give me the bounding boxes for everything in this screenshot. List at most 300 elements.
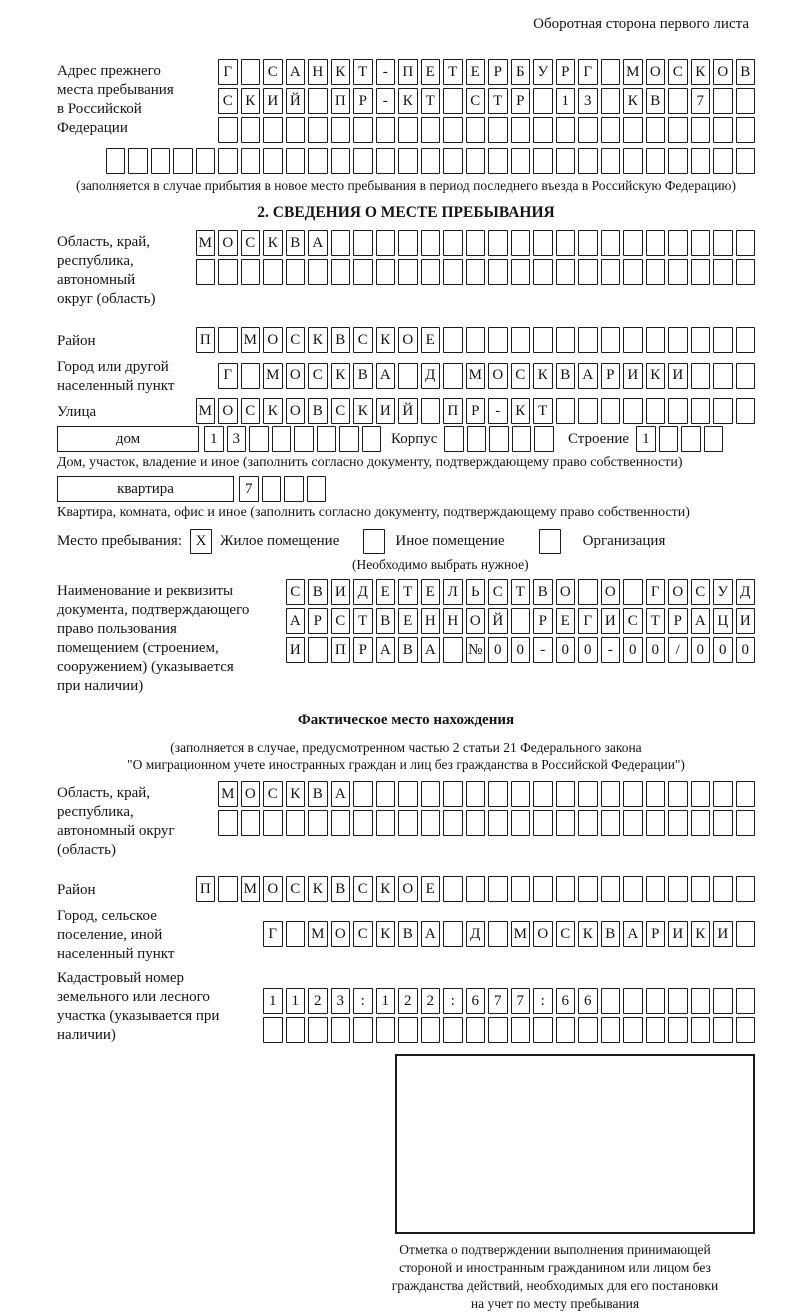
- char-cell[interactable]: [668, 327, 688, 353]
- char-cell[interactable]: [218, 259, 238, 285]
- char-cell[interactable]: С: [286, 579, 306, 605]
- char-cell[interactable]: С: [353, 876, 373, 902]
- char-cell[interactable]: [578, 259, 598, 285]
- char-cell[interactable]: :: [443, 988, 463, 1014]
- char-cell[interactable]: К: [533, 363, 553, 389]
- stay-option-organization-checkbox[interactable]: [539, 529, 561, 554]
- char-cell[interactable]: [691, 1017, 711, 1043]
- char-cell[interactable]: К: [376, 327, 396, 353]
- char-cell[interactable]: Д: [466, 921, 486, 947]
- char-cell[interactable]: [539, 529, 561, 554]
- char-cell[interactable]: Т: [533, 398, 553, 424]
- char-cell[interactable]: [398, 1017, 418, 1043]
- char-cell[interactable]: [691, 259, 711, 285]
- char-cell[interactable]: [691, 398, 711, 424]
- char-cell[interactable]: [398, 230, 418, 256]
- char-cell[interactable]: [308, 117, 328, 143]
- char-cell[interactable]: [668, 148, 688, 174]
- char-cell[interactable]: [488, 230, 508, 256]
- char-cell[interactable]: [713, 988, 733, 1014]
- char-cell[interactable]: 7: [488, 988, 508, 1014]
- char-cell[interactable]: [556, 781, 576, 807]
- char-cell[interactable]: Р: [646, 921, 666, 947]
- char-cell[interactable]: С: [286, 876, 306, 902]
- char-cell[interactable]: С: [331, 398, 351, 424]
- char-cell[interactable]: [736, 363, 756, 389]
- char-cell[interactable]: И: [263, 88, 283, 114]
- char-cell[interactable]: [466, 810, 486, 836]
- char-cell[interactable]: [444, 426, 464, 452]
- char-cell[interactable]: 2: [398, 988, 418, 1014]
- char-cell[interactable]: [263, 1017, 283, 1043]
- char-cell[interactable]: :: [533, 988, 553, 1014]
- char-cell[interactable]: [466, 117, 486, 143]
- char-cell[interactable]: С: [241, 230, 261, 256]
- char-cell[interactable]: [241, 810, 261, 836]
- char-cell[interactable]: [578, 579, 598, 605]
- char-cell[interactable]: О: [263, 327, 283, 353]
- char-cell[interactable]: [353, 810, 373, 836]
- char-cell[interactable]: К: [286, 781, 306, 807]
- char-cell[interactable]: [421, 259, 441, 285]
- char-cell[interactable]: [578, 398, 598, 424]
- char-cell[interactable]: Ь: [466, 579, 486, 605]
- char-cell[interactable]: И: [376, 398, 396, 424]
- char-cell[interactable]: [533, 148, 553, 174]
- char-cell[interactable]: [331, 230, 351, 256]
- char-cell[interactable]: О: [466, 608, 486, 634]
- char-cell[interactable]: [263, 810, 283, 836]
- char-cell[interactable]: [376, 781, 396, 807]
- char-cell[interactable]: К: [691, 59, 711, 85]
- char-cell[interactable]: М: [308, 921, 328, 947]
- char-cell[interactable]: Е: [421, 327, 441, 353]
- char-cell[interactable]: [466, 876, 486, 902]
- char-cell[interactable]: [533, 230, 553, 256]
- char-cell[interactable]: [736, 88, 756, 114]
- char-cell[interactable]: [668, 117, 688, 143]
- apartment-type-box[interactable]: квартира: [57, 476, 234, 502]
- char-cell[interactable]: Е: [466, 59, 486, 85]
- char-cell[interactable]: [668, 230, 688, 256]
- char-cell[interactable]: С: [556, 921, 576, 947]
- char-cell[interactable]: 7: [511, 988, 531, 1014]
- char-cell[interactable]: Р: [601, 363, 621, 389]
- char-cell[interactable]: [511, 608, 531, 634]
- char-cell[interactable]: К: [331, 363, 351, 389]
- char-cell[interactable]: [173, 148, 193, 174]
- char-cell[interactable]: 3: [227, 426, 247, 452]
- char-cell[interactable]: Т: [353, 59, 373, 85]
- char-cell[interactable]: [736, 398, 756, 424]
- char-cell[interactable]: Г: [578, 59, 598, 85]
- char-cell[interactable]: Т: [443, 59, 463, 85]
- char-cell[interactable]: К: [376, 876, 396, 902]
- char-cell[interactable]: -: [601, 637, 621, 663]
- char-cell[interactable]: [691, 117, 711, 143]
- char-cell[interactable]: [691, 810, 711, 836]
- char-cell[interactable]: А: [376, 637, 396, 663]
- char-cell[interactable]: Д: [421, 363, 441, 389]
- char-cell[interactable]: А: [623, 921, 643, 947]
- char-cell[interactable]: В: [601, 921, 621, 947]
- char-cell[interactable]: [601, 398, 621, 424]
- char-cell[interactable]: [511, 876, 531, 902]
- char-cell[interactable]: [646, 810, 666, 836]
- char-cell[interactable]: В: [331, 876, 351, 902]
- char-cell[interactable]: Е: [421, 876, 441, 902]
- char-cell[interactable]: В: [353, 363, 373, 389]
- char-cell[interactable]: С: [466, 88, 486, 114]
- char-cell[interactable]: [353, 1017, 373, 1043]
- char-cell[interactable]: 1: [556, 88, 576, 114]
- char-cell[interactable]: [339, 426, 359, 452]
- char-cell[interactable]: М: [218, 781, 238, 807]
- char-cell[interactable]: [443, 876, 463, 902]
- char-cell[interactable]: О: [218, 230, 238, 256]
- char-cell[interactable]: [623, 230, 643, 256]
- char-cell[interactable]: Г: [218, 363, 238, 389]
- char-cell[interactable]: [736, 988, 756, 1014]
- char-cell[interactable]: 1: [376, 988, 396, 1014]
- char-cell[interactable]: Н: [443, 608, 463, 634]
- char-cell[interactable]: 1: [263, 988, 283, 1014]
- char-cell[interactable]: [646, 259, 666, 285]
- char-cell[interactable]: М: [511, 921, 531, 947]
- char-cell[interactable]: [241, 363, 261, 389]
- char-cell[interactable]: X: [190, 529, 212, 554]
- char-cell[interactable]: [736, 810, 756, 836]
- char-cell[interactable]: №: [466, 637, 486, 663]
- char-cell[interactable]: [218, 327, 238, 353]
- char-cell[interactable]: [668, 781, 688, 807]
- char-cell[interactable]: 6: [578, 988, 598, 1014]
- char-cell[interactable]: [196, 148, 216, 174]
- char-cell[interactable]: К: [331, 59, 351, 85]
- char-cell[interactable]: С: [263, 781, 283, 807]
- char-cell[interactable]: [556, 259, 576, 285]
- char-cell[interactable]: И: [623, 363, 643, 389]
- char-cell[interactable]: О: [668, 579, 688, 605]
- char-cell[interactable]: И: [668, 363, 688, 389]
- char-cell[interactable]: Й: [286, 88, 306, 114]
- char-cell[interactable]: [646, 327, 666, 353]
- char-cell[interactable]: [466, 781, 486, 807]
- char-cell[interactable]: [646, 781, 666, 807]
- char-cell[interactable]: [556, 148, 576, 174]
- char-cell[interactable]: С: [623, 608, 643, 634]
- char-cell[interactable]: [511, 781, 531, 807]
- char-cell[interactable]: [353, 259, 373, 285]
- char-cell[interactable]: 0: [488, 637, 508, 663]
- char-cell[interactable]: [331, 259, 351, 285]
- char-cell[interactable]: В: [308, 781, 328, 807]
- char-cell[interactable]: -: [376, 59, 396, 85]
- char-cell[interactable]: Й: [398, 398, 418, 424]
- char-cell[interactable]: И: [331, 579, 351, 605]
- char-cell[interactable]: 1: [636, 426, 656, 452]
- char-cell[interactable]: [376, 1017, 396, 1043]
- char-cell[interactable]: [241, 259, 261, 285]
- char-cell[interactable]: [623, 781, 643, 807]
- char-cell[interactable]: [466, 259, 486, 285]
- char-cell[interactable]: /: [668, 637, 688, 663]
- char-cell[interactable]: [218, 148, 238, 174]
- char-cell[interactable]: [556, 327, 576, 353]
- char-cell[interactable]: [362, 426, 382, 452]
- char-cell[interactable]: [691, 781, 711, 807]
- char-cell[interactable]: О: [601, 579, 621, 605]
- char-cell[interactable]: Р: [353, 637, 373, 663]
- char-cell[interactable]: Д: [353, 579, 373, 605]
- char-cell[interactable]: [691, 230, 711, 256]
- char-cell[interactable]: 0: [713, 637, 733, 663]
- char-cell[interactable]: [578, 148, 598, 174]
- char-cell[interactable]: К: [263, 398, 283, 424]
- char-cell[interactable]: Р: [533, 608, 553, 634]
- char-cell[interactable]: [704, 426, 724, 452]
- char-cell[interactable]: [601, 781, 621, 807]
- char-cell[interactable]: [511, 148, 531, 174]
- char-cell[interactable]: [294, 426, 314, 452]
- char-cell[interactable]: В: [308, 398, 328, 424]
- char-cell[interactable]: Е: [421, 59, 441, 85]
- char-cell[interactable]: А: [331, 781, 351, 807]
- char-cell[interactable]: [623, 876, 643, 902]
- char-cell[interactable]: 3: [331, 988, 351, 1014]
- char-cell[interactable]: [511, 1017, 531, 1043]
- char-cell[interactable]: О: [398, 327, 418, 353]
- char-cell[interactable]: [241, 59, 261, 85]
- char-cell[interactable]: А: [308, 230, 328, 256]
- char-cell[interactable]: С: [691, 579, 711, 605]
- char-cell[interactable]: 6: [466, 988, 486, 1014]
- char-cell[interactable]: [286, 921, 306, 947]
- char-cell[interactable]: К: [376, 921, 396, 947]
- char-cell[interactable]: [421, 1017, 441, 1043]
- char-cell[interactable]: [713, 117, 733, 143]
- char-cell[interactable]: [713, 259, 733, 285]
- char-cell[interactable]: О: [488, 363, 508, 389]
- char-cell[interactable]: В: [398, 921, 418, 947]
- char-cell[interactable]: [578, 327, 598, 353]
- char-cell[interactable]: [646, 876, 666, 902]
- char-cell[interactable]: [512, 426, 532, 452]
- char-cell[interactable]: М: [241, 876, 261, 902]
- char-cell[interactable]: [736, 921, 756, 947]
- char-cell[interactable]: А: [421, 637, 441, 663]
- char-cell[interactable]: В: [398, 637, 418, 663]
- char-cell[interactable]: [241, 148, 261, 174]
- char-cell[interactable]: [353, 781, 373, 807]
- char-cell[interactable]: 2: [421, 988, 441, 1014]
- char-cell[interactable]: [533, 88, 553, 114]
- char-cell[interactable]: [443, 810, 463, 836]
- char-cell[interactable]: [307, 476, 327, 502]
- char-cell[interactable]: [578, 230, 598, 256]
- char-cell[interactable]: О: [218, 398, 238, 424]
- char-cell[interactable]: [601, 88, 621, 114]
- char-cell[interactable]: Р: [488, 59, 508, 85]
- char-cell[interactable]: [466, 230, 486, 256]
- char-cell[interactable]: А: [376, 363, 396, 389]
- char-cell[interactable]: [601, 327, 621, 353]
- char-cell[interactable]: [578, 781, 598, 807]
- char-cell[interactable]: [443, 363, 463, 389]
- char-cell[interactable]: М: [241, 327, 261, 353]
- char-cell[interactable]: [646, 1017, 666, 1043]
- char-cell[interactable]: 3: [578, 88, 598, 114]
- char-cell[interactable]: [262, 476, 282, 502]
- char-cell[interactable]: Т: [511, 579, 531, 605]
- char-cell[interactable]: О: [263, 876, 283, 902]
- char-cell[interactable]: С: [286, 327, 306, 353]
- char-cell[interactable]: [331, 148, 351, 174]
- char-cell[interactable]: Е: [556, 608, 576, 634]
- char-cell[interactable]: [331, 1017, 351, 1043]
- char-cell[interactable]: О: [241, 781, 261, 807]
- char-cell[interactable]: [659, 426, 679, 452]
- char-cell[interactable]: О: [398, 876, 418, 902]
- char-cell[interactable]: С: [488, 579, 508, 605]
- char-cell[interactable]: К: [308, 876, 328, 902]
- char-cell[interactable]: [533, 259, 553, 285]
- char-cell[interactable]: [443, 259, 463, 285]
- char-cell[interactable]: К: [308, 327, 328, 353]
- char-cell[interactable]: [331, 810, 351, 836]
- char-cell[interactable]: М: [196, 398, 216, 424]
- char-cell[interactable]: [713, 1017, 733, 1043]
- char-cell[interactable]: [488, 1017, 508, 1043]
- char-cell[interactable]: Г: [646, 579, 666, 605]
- char-cell[interactable]: [601, 810, 621, 836]
- char-cell[interactable]: Т: [421, 88, 441, 114]
- char-cell[interactable]: П: [398, 59, 418, 85]
- char-cell[interactable]: [533, 781, 553, 807]
- char-cell[interactable]: О: [713, 59, 733, 85]
- char-cell[interactable]: [488, 810, 508, 836]
- char-cell[interactable]: [249, 426, 269, 452]
- char-cell[interactable]: [443, 88, 463, 114]
- char-cell[interactable]: Р: [466, 398, 486, 424]
- char-cell[interactable]: [488, 259, 508, 285]
- stay-option-residential-checkbox[interactable]: [190, 529, 212, 554]
- char-cell[interactable]: [668, 88, 688, 114]
- char-cell[interactable]: 7: [691, 88, 711, 114]
- char-cell[interactable]: [398, 148, 418, 174]
- char-cell[interactable]: [443, 148, 463, 174]
- char-cell[interactable]: [681, 426, 701, 452]
- char-cell[interactable]: С: [353, 921, 373, 947]
- char-cell[interactable]: [691, 327, 711, 353]
- char-cell[interactable]: 0: [511, 637, 531, 663]
- char-cell[interactable]: [691, 148, 711, 174]
- char-cell[interactable]: [443, 1017, 463, 1043]
- char-cell[interactable]: [286, 117, 306, 143]
- char-cell[interactable]: [556, 230, 576, 256]
- char-cell[interactable]: [466, 327, 486, 353]
- char-cell[interactable]: -: [488, 398, 508, 424]
- char-cell[interactable]: [218, 876, 238, 902]
- char-cell[interactable]: [286, 259, 306, 285]
- char-cell[interactable]: [376, 148, 396, 174]
- char-cell[interactable]: К: [241, 88, 261, 114]
- char-cell[interactable]: [534, 426, 554, 452]
- char-cell[interactable]: О: [286, 363, 306, 389]
- char-cell[interactable]: [284, 476, 304, 502]
- char-cell[interactable]: С: [218, 88, 238, 114]
- char-cell[interactable]: [511, 810, 531, 836]
- char-cell[interactable]: Е: [421, 579, 441, 605]
- char-cell[interactable]: И: [668, 921, 688, 947]
- char-cell[interactable]: [623, 988, 643, 1014]
- char-cell[interactable]: [736, 1017, 756, 1043]
- char-cell[interactable]: К: [646, 363, 666, 389]
- char-cell[interactable]: К: [623, 88, 643, 114]
- char-cell[interactable]: [601, 59, 621, 85]
- char-cell[interactable]: [601, 988, 621, 1014]
- char-cell[interactable]: А: [421, 921, 441, 947]
- char-cell[interactable]: Р: [353, 88, 373, 114]
- char-cell[interactable]: [317, 426, 337, 452]
- char-cell[interactable]: 2: [308, 988, 328, 1014]
- char-cell[interactable]: [533, 327, 553, 353]
- char-cell[interactable]: [736, 876, 756, 902]
- char-cell[interactable]: [736, 781, 756, 807]
- char-cell[interactable]: 0: [623, 637, 643, 663]
- char-cell[interactable]: [511, 259, 531, 285]
- char-cell[interactable]: [668, 988, 688, 1014]
- char-cell[interactable]: [713, 781, 733, 807]
- char-cell[interactable]: [308, 1017, 328, 1043]
- char-cell[interactable]: М: [623, 59, 643, 85]
- char-cell[interactable]: О: [286, 398, 306, 424]
- char-cell[interactable]: В: [376, 608, 396, 634]
- char-cell[interactable]: [398, 363, 418, 389]
- char-cell[interactable]: [691, 363, 711, 389]
- char-cell[interactable]: [713, 88, 733, 114]
- char-cell[interactable]: С: [668, 59, 688, 85]
- char-cell[interactable]: 0: [736, 637, 756, 663]
- char-cell[interactable]: [646, 117, 666, 143]
- char-cell[interactable]: Й: [488, 608, 508, 634]
- char-cell[interactable]: [272, 426, 292, 452]
- char-cell[interactable]: И: [736, 608, 756, 634]
- char-cell[interactable]: [286, 810, 306, 836]
- char-cell[interactable]: [623, 398, 643, 424]
- char-cell[interactable]: Р: [668, 608, 688, 634]
- char-cell[interactable]: Т: [488, 88, 508, 114]
- char-cell[interactable]: [623, 327, 643, 353]
- char-cell[interactable]: К: [353, 398, 373, 424]
- char-cell[interactable]: К: [263, 230, 283, 256]
- char-cell[interactable]: А: [578, 363, 598, 389]
- char-cell[interactable]: [623, 259, 643, 285]
- char-cell[interactable]: 1: [204, 426, 224, 452]
- char-cell[interactable]: [308, 810, 328, 836]
- char-cell[interactable]: [488, 327, 508, 353]
- char-cell[interactable]: В: [646, 88, 666, 114]
- char-cell[interactable]: [421, 230, 441, 256]
- char-cell[interactable]: [488, 876, 508, 902]
- char-cell[interactable]: Н: [421, 608, 441, 634]
- char-cell[interactable]: С: [263, 59, 283, 85]
- char-cell[interactable]: [623, 1017, 643, 1043]
- char-cell[interactable]: [646, 988, 666, 1014]
- char-cell[interactable]: [376, 230, 396, 256]
- char-cell[interactable]: [443, 230, 463, 256]
- char-cell[interactable]: [398, 117, 418, 143]
